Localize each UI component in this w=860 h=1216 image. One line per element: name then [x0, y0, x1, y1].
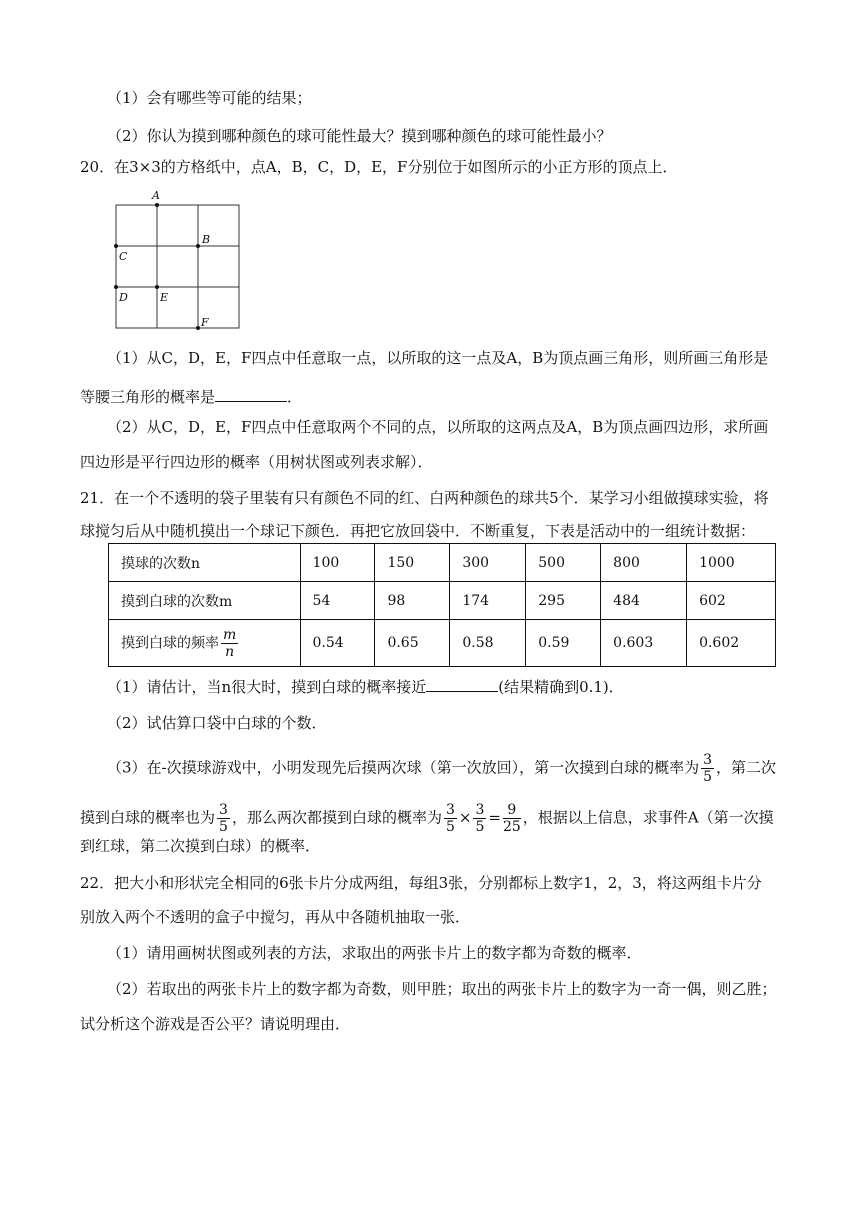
q22-part1: （1）请用画树状图或列表的方法，求取出的两张卡片上的数字都为奇数的概率． [107, 944, 642, 962]
table-cell: 54 [300, 582, 375, 620]
table-cell: 174 [450, 582, 526, 620]
q20-part1-line1: （1）从C，D，E，F四点中任意取一点，以所取的这一点及A，B为顶点画三角形，则所画三角形是 [107, 349, 769, 367]
point-e [155, 285, 159, 289]
q20-part1-line2: 等腰三角形的概率是 ． [80, 385, 302, 407]
table-row [109, 620, 776, 667]
q22-stem-line1: 22．把大小和形状完全相同的6张卡片分成两组，每组3张，分别都标上数字1，2，3，将这两组卡片分 [80, 874, 762, 892]
q19-part2: （2）你认为摸到哪种颜色的球可能性最大？摸到哪种颜色的球可能性最小？ [107, 127, 612, 145]
q21-part3-line3: 到红球，第二次摸到白球）的概率． [80, 837, 321, 855]
answer-blank[interactable] [426, 675, 498, 692]
table-cell: 100 [300, 544, 375, 582]
table-cell: 1000 [687, 544, 776, 582]
table-cell: 0.603 [601, 620, 687, 667]
frequency-fraction: $\frac{m}{n}$ [223, 626, 237, 660]
stats-table [108, 543, 776, 667]
fraction-nine-twentyfifths: $\frac{9}{25}$ [502, 802, 521, 835]
row-label: 摸到白球的频率 $\frac{m}{n}$ [109, 620, 301, 667]
fraction-three-fifths: $\frac{3}{5}$ [703, 752, 713, 785]
table-row [109, 582, 776, 620]
q20-part2-line2: 四边形是平行四边形的概率（用树状图或列表求解）． [80, 453, 433, 471]
table-cell: 0.58 [450, 620, 526, 667]
table-cell: 602 [687, 582, 776, 620]
q20-grid-figure [108, 190, 248, 332]
q21-stem-line2: 球搅匀后从中随机摸出一个球记下颜色．再把它放回袋中．不断重复，下表是活动中的一组统计数据： [80, 522, 756, 540]
fraction-three-fifths: $\frac{3}{5}$ [445, 802, 455, 835]
table-cell: 0.59 [526, 620, 601, 667]
row-label: 摸球的次数n [109, 544, 301, 582]
point-b [196, 244, 200, 248]
point-a [155, 203, 159, 207]
row-label: 摸到白球的次数m [109, 582, 301, 620]
table-cell: 98 [375, 582, 450, 620]
q21-part1: （1）请估计，当n很大时，摸到白球的概率接近 (结果精确到0.1)． [107, 675, 624, 697]
table-cell: 484 [601, 582, 687, 620]
label-e: E [160, 291, 169, 304]
q21-part3-line1: （3）在-次摸球游戏中，小明发现先后摸两次球（第一次放回），第一次摸到白球的概率为 $\frac{3}{5}$ ，第二次 [107, 752, 777, 785]
q21-part3-line2: 摸到白球的概率也为 $\frac{3}{5}$ ，那么两次都摸到白球的概率为 $\frac{3}{5}$ × $\frac{3}{5}$ = $\frac{9}{25}$ ，根据以上信息，求事件A（第一次摸 [80, 802, 774, 835]
q19-part1: （1）会有哪些等可能的结果； [107, 89, 312, 107]
table-cell: 150 [375, 544, 450, 582]
table-cell: 295 [526, 582, 601, 620]
q21-stem-line1: 21．在一个不透明的袋子里装有只有颜色不同的红、白两种颜色的球共5个．某学习小组做摸球实验，将 [80, 489, 769, 507]
fraction-three-fifths: $\frac{3}{5}$ [219, 802, 228, 835]
fraction-three-fifths: $\frac{3}{5}$ [475, 802, 485, 835]
table-row [109, 544, 776, 582]
point-d [114, 285, 118, 289]
label-f: F [201, 316, 209, 329]
label-b: B [202, 233, 211, 246]
label-a: A [152, 190, 160, 202]
table-cell: 0.54 [300, 620, 375, 667]
table-cell: 0.65 [375, 620, 450, 667]
table-cell: 0.602 [687, 620, 776, 667]
table-cell: 800 [601, 544, 687, 582]
q22-stem-line2: 别放入两个不透明的盒子中搅匀，再从中各随机抽取一张． [80, 908, 471, 926]
point-f [196, 326, 200, 330]
table-cell: 300 [450, 544, 526, 582]
q20-stem: 20．在3×3的方格纸中，点A，B，C，D，E，F分别位于如图所示的小正方形的顶点上． [80, 158, 678, 176]
point-c [114, 244, 118, 248]
q21-part2: （2）试估算口袋中白球的个数． [107, 714, 327, 732]
label-c: C [119, 250, 128, 263]
q20-part2-line1: （2）从C，D，E，F四点中任意取两个不同的点，以所取的这两点及A，B为顶点画四边形，求所画 [107, 418, 769, 436]
q22-part2-line1: （2）若取出的两张卡片上的数字都为奇数，则甲胜；取出的两张卡片上的数字为一奇一偶，则乙胜； [107, 980, 777, 998]
answer-blank[interactable] [215, 385, 287, 402]
q22-part2-line2: 试分析这个游戏是否公平？请说明理由． [80, 1015, 351, 1033]
label-d: D [119, 291, 128, 304]
table-cell: 500 [526, 544, 601, 582]
